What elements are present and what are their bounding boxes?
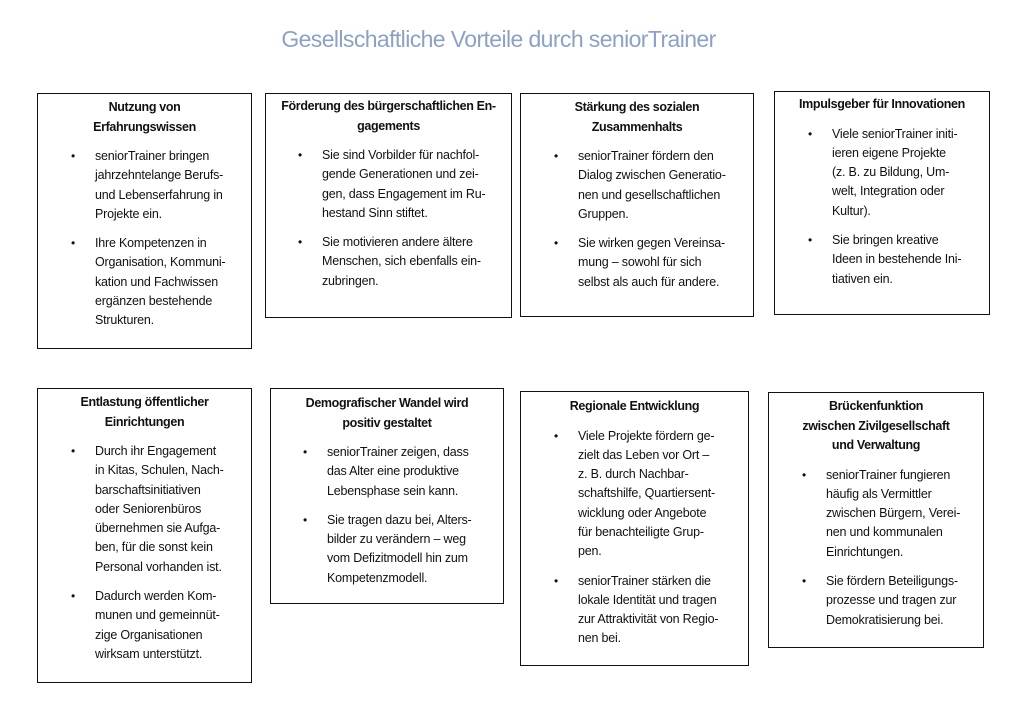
bullet-text: Sie wirken gegen Vereinsa- mung – sowohl für sich selbst als auch für andere. <box>578 236 725 289</box>
bullet-text: Sie fördern Beteiligungs- prozesse und tragen zur Demokratisierung bei. <box>826 573 958 627</box>
bullet-text: seniorTrainer fördern den Dialog zwischen Generatio- nen und gesellschaftlichen Gruppen. <box>578 149 726 221</box>
list-item <box>71 442 245 577</box>
list-item <box>802 466 977 562</box>
bullet-icon: • <box>303 445 308 459</box>
box-innovationen <box>774 91 990 315</box>
list-item <box>808 125 983 221</box>
box-buergerschaftliches-engagement <box>265 93 512 318</box>
bullet-text: seniorTrainer stärken die lokale Identität und tragen zur Attraktivität von Regio- nen bei. <box>578 573 719 646</box>
bullet-icon: • <box>71 149 76 163</box>
page-title: Gesellschaftliche Vorteile durch seniorTrainer <box>281 26 716 52</box>
box-heading: Impulsgeber für Innovationen <box>799 97 965 111</box>
box-heading: Entlastung öffentlicher Einrichtungen <box>80 395 209 429</box>
bullet-list <box>521 147 753 292</box>
box-entlastung-einrichtungen <box>37 388 252 683</box>
bullet-icon: • <box>808 232 813 247</box>
list-item <box>71 147 245 224</box>
bullet-icon: • <box>554 149 559 163</box>
bullet-text: Durch ihr Engagement in Kitas, Schulen, Nach- barschaftsinitiativen oder Seniorenbüros übernehmen sie Aufga- ben, für die sonst kein Personal vorhanden ist. <box>95 444 224 574</box>
box-heading: Brückenfunktion zwischen Zivilgesellschaft und Verwaltung <box>802 399 950 452</box>
list-item <box>808 231 983 289</box>
bullet-text: seniorTrainer zeigen, dass das Alter eine produktive Lebensphase sein kann. <box>327 445 469 498</box>
list-item <box>554 572 742 649</box>
bullet-icon: • <box>303 512 308 527</box>
box-heading: Demografischer Wandel wird positiv gestaltet <box>305 396 469 430</box>
bullet-text: Viele Projekte fördern ge- zielt das Leben vor Ort – z. B. durch Nachbar- schaftshilfe, Quartiersent- wicklung oder Angebote für benachteiligte Grup- pen. <box>578 428 716 559</box>
bullet-text: Sie bringen kreative Ideen in bestehende Ini- tiativen ein. <box>832 232 962 286</box>
bullet-icon: • <box>802 467 807 482</box>
list-item <box>554 234 747 292</box>
bullet-list <box>521 427 748 649</box>
list-item <box>554 427 742 562</box>
box-brueckenfunktion <box>768 392 984 648</box>
list-item <box>802 572 977 630</box>
bullet-text: Sie tragen dazu bei, Alters- bilder zu verändern – weg vom Defizitmodell hin zum Kompetenzmodell. <box>327 512 472 585</box>
list-item <box>298 233 505 291</box>
bullet-text: Sie motivieren andere ältere Menschen, sich ebenfalls ein- zubringen. <box>322 235 481 288</box>
bullet-list <box>775 125 989 289</box>
list-item <box>554 147 747 224</box>
bullet-list <box>38 442 251 664</box>
bullet-list <box>266 146 511 291</box>
box-sozialer-zusammenhalt <box>520 93 754 317</box>
list-item <box>303 511 497 588</box>
bullet-icon: • <box>298 148 303 162</box>
bullet-text: Viele seniorTrainer initi- ieren eigene Projekte (z. B. zu Bildung, Um- welt, Integration oder Kultur). <box>832 126 958 218</box>
bullet-icon: • <box>808 126 813 141</box>
bullet-icon: • <box>554 428 559 443</box>
box-demografischer-wandel <box>270 388 504 604</box>
bullet-list <box>769 466 983 630</box>
box-heading: Stärkung des sozialen Zusammenhalts <box>574 100 700 134</box>
list-item <box>303 443 497 501</box>
bullet-icon: • <box>71 444 76 458</box>
bullet-list <box>38 147 251 331</box>
box-erfahrungswissen <box>37 93 252 349</box>
list-item <box>298 146 505 223</box>
box-heading: Regionale Entwicklung <box>569 399 700 413</box>
bullet-text: seniorTrainer bringen jahrzehntelange Berufs- und Lebenserfahrung in Projekte ein. <box>95 149 224 221</box>
list-item <box>71 587 245 664</box>
bullet-icon: • <box>554 236 559 251</box>
bullet-icon: • <box>802 573 807 588</box>
list-item <box>71 234 245 330</box>
box-heading: Förderung des bürgerschaftlichen En- gagements <box>281 99 496 133</box>
bullet-text: Ihre Kompetenzen in Organisation, Kommuni- kation und Fachwissen ergänzen bestehende Strukturen. <box>95 236 226 328</box>
box-regionale-entwicklung <box>520 391 749 666</box>
bullet-icon: • <box>554 573 559 588</box>
box-heading: Nutzung von Erfahrungswissen <box>93 100 196 134</box>
bullet-text: Sie sind Vorbilder für nachfol- gende Generationen und zei- gen, dass Engagement im Ru- hestand Sinn stiftet. <box>322 148 486 220</box>
bullet-icon: • <box>71 236 76 251</box>
bullet-icon: • <box>298 235 303 250</box>
bullet-list <box>271 443 503 588</box>
bullet-text: Dadurch werden Kom- munen und gemeinnüt- zige Organisationen wirksam unterstützt. <box>95 589 220 661</box>
bullet-icon: • <box>71 589 76 604</box>
bullet-text: seniorTrainer fungieren häufig als Vermittler zwischen Bürgern, Verei- nen und kommunalen Einrichtungen. <box>826 467 961 559</box>
